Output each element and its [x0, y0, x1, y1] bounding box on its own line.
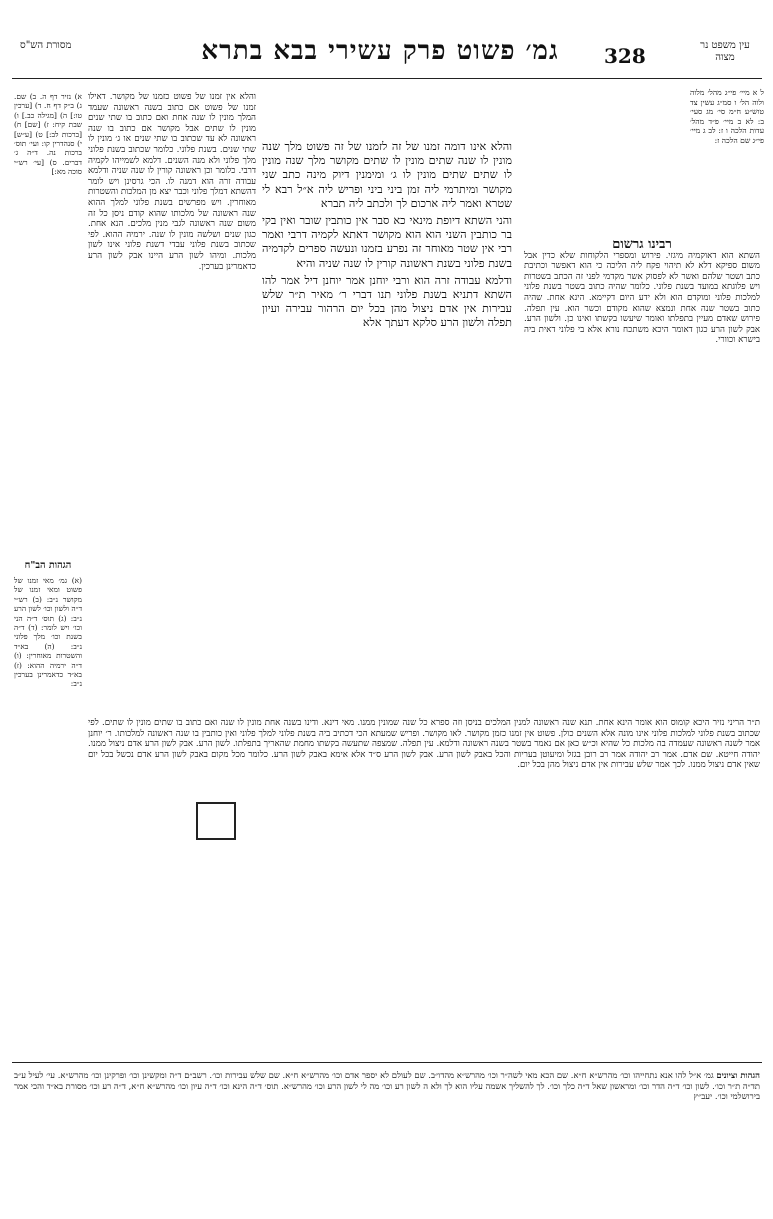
ein-mishpat-column — [690, 88, 764, 238]
lower-commentary-text: ת״ר הריני נזיר היכא קומוס הוא אומר הינא אחת. תנא שנה ראשונה למנין המלכים בניסן וזה ספרא כל שנה שמונין ממנו. מאי דינא. ודינו בשנה אחת מונין לו שנה ואם כתוב בו שתים מונין לו שתים. לפי שכתוב בשנת פלוני למלכות פלוני אינו מונה אלא השנים כולן. פשוט אין זמנו כזמן מקושר. לאו מקושר. ופריש שמעתא הכי דכתיב ביה בשנת פלוני למלך פלוני ואין כותבין בו שנה ראשונה למלכותו. ר׳ יוחנן אמר לשנה ראשונה שעמדה בה מלכות כל שהיא וכ״ש כאן אם נאמר בשטר בשנה ראשונה ודלמא. עין תפלה. שמצפה שתעשה בקשתו מחמת שהאריך בתפלתו. לשון הרע. אבק לשון הרע אדם ניצול ממנו. יהודה חייטא. שם אדם. אמר רב יהודה אמר רב רובן בגזל ומיעוטן בעריות והכל באבק לשון הרע. אבק לשון הרע ס״ד אלא אימא באבק לשון הרע. כלומר מכל מקום באבק לשון הרע אדם נכשל בכל יום שאין אדם ניצול ממנו. לכך אמר שלש עבירות אין אדם ניצול מהן בכל יום. — [88, 718, 760, 771]
ein-mishpat-label: עין משפט נר מצוה — [700, 40, 750, 63]
hagahot-vetziyunim-text: גמ׳ א״ל להו אנא נתחייהו וכו׳ מהרש״א ח״א. שם הכא מאי לשה״ר וכו׳ מהרש״א מהדו״ב. שם לעולם לא יספר אדם וכו׳ מהרש״א ח״א. שם שלש עבירות וכו׳. רשב״ם ד״ה ומקשינן וכו׳ ופרקינן וכו׳ מהרש״א. עי׳ לעיל ע״ב תד״ה ת״ר וכו׳. לשון וכו׳ ד״ה הדר וכו׳ ומראשון שאל ד״ה כלך וכו׳. לך להשליך אשמה עליו הוא לך ולא ה לשון רע וכו׳ מה לי לשון הרע וכו׳ מהרש״א. תוס׳ ד״ה הינא וכו׳ ד״ה עיון וכו׳ מהרש״א ח״א, ד״ה רע וכו׳ מסורת בא״ד והכי אמר בירושלמי וכו׳. יעב״ץ — [14, 1070, 760, 1102]
header-rule — [12, 78, 762, 79]
rashi-title: רבינו גרשום — [612, 240, 672, 252]
gemara-text-3: ודלמא עבודה זרה הוא ורבי יוחנן אמר יוחנן דיל אמר להו השתא דתניא בשנת פלוני תנו דברי ר׳ מאיר ת״ר שלש עבירות אין אדם ניצול מהן בכל יום הרהור עבירה ועיון תפלה ולשון הרע סלקא דעתך אלא — [262, 273, 512, 330]
gemara-text-1: והלא אינו דומה זמנו של זה לזמנו של זה פשוט מלך שנה מונין לו שנה שתים מונין לו שתים מקושר מלך שנה מונין לו שתים שתים מונין לו ג׳ ומימנין דיוק מינה כתב שני מקושר ומיתרמי ליה זמן ביני ביני ופריש ליה א״ל רבא לי שטרא ואמר ליה ארכום לך ולכתב ליה תברא — [262, 140, 512, 210]
rashi-column — [524, 240, 760, 710]
page-title: גמ׳ פשוט פרק עשירי בבא בתרא — [201, 36, 559, 66]
rashi-text: השתא הוא דאוקמיה מיגזי. פירוש ומספרי הלקוחות שלא כדין אבל משום ספיקא דלא לא תיהוי פקח ליה הליכה כי הוא דאפשר וכתיבת כתב ושטר שלהם ואשר לא לפסוק אשר מקדמי לפני זה הכתב בשטרות ויש פלוגתא במועד בשנת פלוני. כלומר שהיה כתוב בשטר בשנת פלוני למלכות פלוני ומוקדם הוא ולא ידע היום דקיימא. הינא אחת. שהיה כתוב בשטר שנה אחת ונמצא שהוא מקודם וכשר הוא. עין תפלה. פירוש שאדם מעיין בתפלתו ואומר שיעשו בקשתו ואינו כן. ולשון הרע. אבק לשון הרע כגון דאומר היכא משתכח נורא אלא בי פלוני דאית ביה בישרא וכוורי. — [524, 250, 760, 346]
hagahot-vetziyunim — [14, 1070, 760, 1188]
hagahot-text: (א) גמ׳ מאי זמנו של פשוט ומאי זמנו של מקושר נ״ב: (ב) רש״י ד״ה ולשון וכו׳ לשון הרע נ״ב: (ג) תוס׳ ד״ה הני וכו׳ ויש לומר: (ד) ד״ה בשנת וכו׳ מלך פלוני נ״ב: (ה) בא״ד והשטרות מאוחרין: (ו) ד״ה ירמיה ההוא: (ז) בא״ד כדאמרינן בערכין נ״ב: — [14, 576, 82, 689]
masoret-hashas-column — [14, 92, 82, 542]
lower-commentary — [88, 718, 760, 1042]
tosafot-text: והלא אין זמנו של פשוט כזמנו של מקושר. דאילו זמנו של פשוט אם כתוב בשנה ראשונה שעמד המלך מונין לו שנה אחת ואם כתוב בו שתי שנים מונין לו שתים אבל מקושר אם כתוב בו שנה ראשונה לא עד שכתוב בו שתי שנים או ג׳ מונין לו שתי שנים. בשנת פלוני. כלומר שכתוב בשנת פלוני מלך פלוני ולא מנה השנים. דלמא לשמייהו לקמיה דרבי. כלומר וכן ראשונה קורין לו שנה שניה ודלמא עבודה זרה הוא דמנה לו. הכי גרסינן ויש לומר דהשתא דמלך פלוני וכבר יצא מן המלכות והשטרות מאוחרין. ויש מפרשים בשנת פלוני למלך ההוא שנה ראשונה של מלכותו שהוא קודם ניסן כל זה משום שנה ראשונה לגבי מנין מלכים. הנא אחת. כגון שנים ושלשה מונין לו שנה. ירמיה ההוא. לפי שכתוב בשנת פלוני עבדי דשנת פלוני אינו לשון מלכות. ומיהו לשון הרע היינו אבק לשון הרע כדאמרינן בערכין. — [88, 92, 256, 272]
tosafot-column — [88, 92, 256, 712]
masoret-text: א) נזיר דף ה. ב) שם. ג) ב״ק דף ח. ד) [ערכין טו:] ה) [מגילה כב.] ו) שבת קיח: ז) [שם] ח) [ברכות לב:] ט) [ע״ש] י) סנהדרין קו: ועי׳ תוס׳ ברכות נה. ד״ה ג׳ דברים. ס) [עי׳ רש״י סוכה מא:] — [14, 92, 82, 177]
hagahot-vetziyunim-label: הגהות וציונים — [716, 1070, 760, 1080]
gemara-text-2: והני השתא דיופת מינאי כא סבר אין כותבין שובר ואין בקי בר כותבין השני הוא הוא מקושר דאתא לקמיה דרבי ואמר רבי אין שטר מאוחר זה נפרע בזמנו ונעשה ספרים לקדמיה בשנת פלוני בשנת ראשונה קורין לו שנה שניה והיא — [262, 214, 512, 270]
page-header — [0, 36, 773, 76]
hagahot-habach-column — [14, 576, 82, 866]
boxed-marker — [196, 802, 236, 840]
masoret-hashas-label: מסורת הש"ס — [20, 40, 72, 51]
ein-mishpat-text: ל א מיי׳ פי״ג מהל׳ מלוה ולוה הל׳ ו סמ״ג עשין צד טוש״ע ח״מ סי׳ מג סעי׳ ב: לא ב מיי׳ פ״ד מהל׳ עדות הלכה ו ז: לב ג מיי׳ פי״ג שם הלכה ז: — [690, 88, 764, 145]
gemara-column — [262, 140, 512, 712]
page-number: 328 — [604, 44, 646, 68]
bottom-rule — [12, 1062, 762, 1063]
hagahot-habach-title: הגהות הב"ח — [24, 560, 72, 571]
